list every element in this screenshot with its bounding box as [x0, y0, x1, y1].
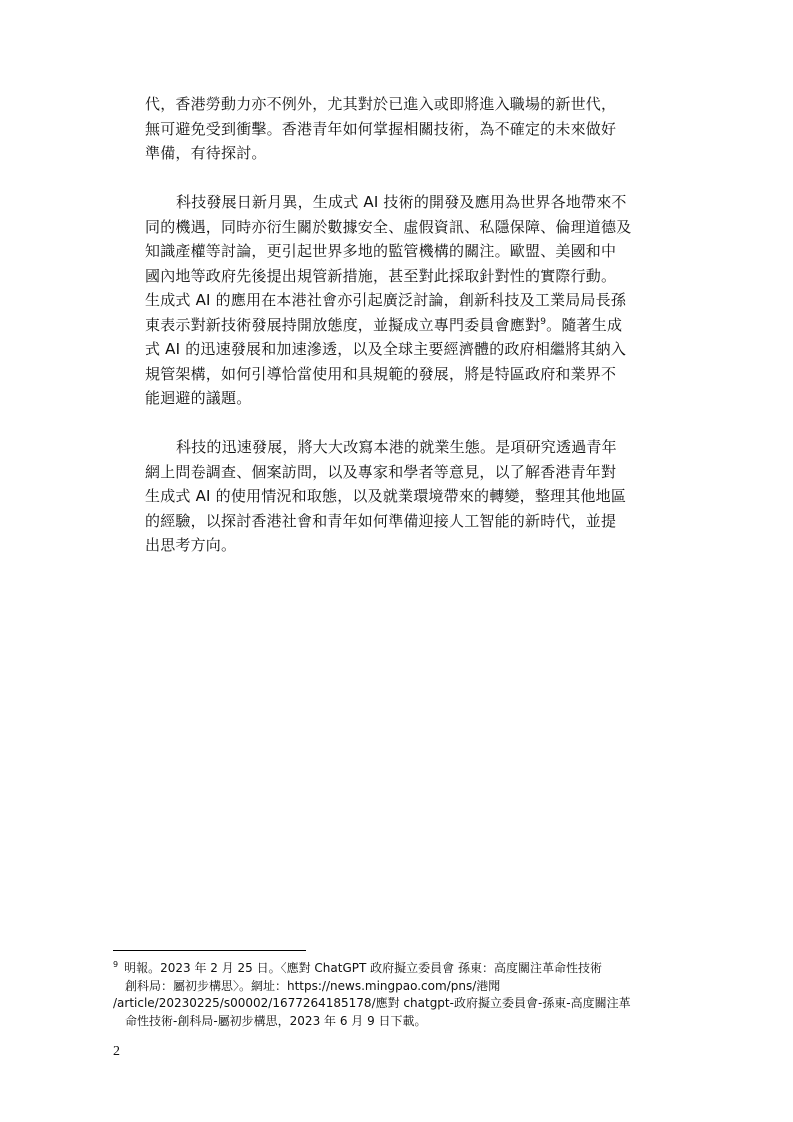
paragraph-1: [145, 92, 655, 166]
text-line: 。隨著生成: [546, 315, 623, 334]
footnote-line[interactable]: 創科局：屬初步構思〉。網址：https://news.mingpao.com/pns/港聞: [125, 978, 501, 993]
footnote-line: 命性技術-創科局-屬初步構思，2023 年 6 月 9 日下載。: [125, 1013, 427, 1028]
paragraph-3: [145, 435, 655, 558]
footnote-line[interactable]: /article/20230225/s00002/1677264185178/應對 chatgpt-政府擬立委員會-孫東-高度關注革: [113, 996, 631, 1010]
text-line: 同的機遇，同時亦衍生關於數據安全、虛假資訊、私隱保障、倫理道德及: [145, 217, 632, 236]
text-line: 式 AI 的迅速發展和加速滲透，以及全球主要經濟體的政府相繼將其納入: [145, 340, 627, 358]
footnote-line: 明報。2023 年 2 月 25 日。〈應對 ChatGPT 政府擬立委員會 孫東：高度關注革命性技術: [124, 961, 602, 975]
text-line: 東表示對新技術發展持開放態度，並擬成立專門委員會應對: [145, 315, 541, 334]
paragraph-2: [145, 190, 655, 411]
text-line: 代，香港勞動力亦不例外，尤其對於已進入或即將進入職場的新世代，: [145, 95, 617, 113]
footnote-separator: [113, 950, 306, 951]
text-line: 科技的迅速發展，將大大改寫本港的就業生態。是項研究透過青年: [176, 438, 617, 456]
text-line: 網上問卷調查、個案訪問，以及專家和學者等意見，以了解香港青年對: [145, 462, 617, 481]
text-line: 規管架構，如何引導恰當使用和具規範的發展，將是特區政府和業界不: [145, 364, 617, 383]
text-line: 生成式 AI 的使用情況和取態，以及就業環境帶來的轉變，整理其他地區: [145, 487, 627, 505]
text-line: 知識產權等討論，更引起世界多地的監管機構的關注。歐盟、美國和中: [145, 242, 617, 260]
text-line: 科技發展日新月異，生成式 AI 技術的開發及應用為世界各地帶來不: [176, 193, 627, 211]
text-line: 準備，有待探討。: [145, 144, 267, 162]
text-line: 出思考方向。: [145, 536, 237, 554]
text-line: 生成式 AI 的應用在本港社會亦引起廣泛討論，創新科技及工業局局長孫: [145, 291, 627, 309]
text-line: 無可避免受到衝擊。香港青年如何掌握相關技術，為不確定的未來做好: [145, 119, 617, 138]
footnote-reference[interactable]: 9: [540, 316, 547, 327]
text-line: 的經驗，以探討香港社會和青年如何準備迎接人工智能的新時代，並提: [145, 511, 617, 530]
text-line: 國內地等政府先後提出規管新措施，甚至對此採取針對性的實際行動。: [145, 266, 617, 285]
body-text: [145, 92, 655, 582]
footnote-number: 9: [113, 960, 119, 969]
text-line: 能迴避的議題。: [145, 389, 252, 407]
page-number: 2: [113, 1044, 120, 1059]
footnote: [113, 960, 663, 1030]
